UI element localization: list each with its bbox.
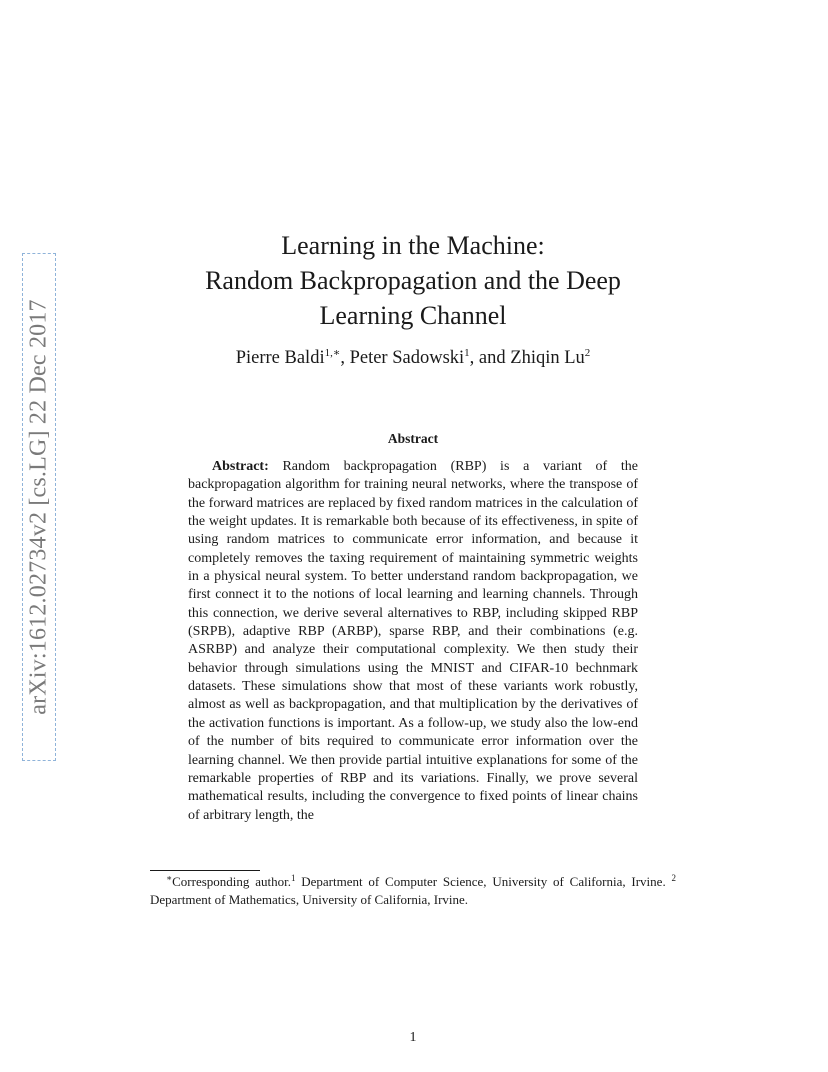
paper-title <box>150 228 676 333</box>
footnote-text: Department of Computer Science, University of California, Irvine. <box>295 874 672 889</box>
affiliation-mark: 1 <box>464 347 470 359</box>
affiliation-mark: 1,∗ <box>324 347 341 359</box>
author-separator: , <box>340 348 350 368</box>
page-number: 1 <box>409 1030 417 1045</box>
affiliation-mark: 2 <box>584 347 591 359</box>
author-name: Zhiqin Lu <box>510 348 585 368</box>
footnote-divider <box>150 870 260 871</box>
abstract-paragraph <box>188 458 638 825</box>
abstract-lead: Abstract: <box>212 459 269 474</box>
title-line-2: Random Backpropagation and the Deep <box>205 266 621 295</box>
author-name: Peter Sadowski <box>349 348 465 368</box>
title-line-3: Learning Channel <box>319 301 507 330</box>
title-line-1: Learning in the Machine: <box>281 231 545 260</box>
footnote-text: Department of Mathematics, University of California, Irvine. <box>150 891 469 907</box>
footnote <box>150 873 676 908</box>
arxiv-identifier[interactable]: arXiv:1612.02734v2 [cs.LG] 22 Dec 2017 <box>25 299 52 715</box>
footnote-mark: ∗ <box>166 873 173 883</box>
author-separator: , and <box>469 348 511 368</box>
author-list <box>150 348 676 369</box>
abstract-heading: Abstract <box>387 431 439 446</box>
footnote-mark: 2 <box>671 873 676 883</box>
abstract-text: Random backpropagation (RBP) is a variant of the backpropagation algorithm for training neural networks, where the transpose of the forward matrices are replaced by fixed random matrices in the calculation of the weight updates. It is remarkable both because of its effectiveness, in spite of using random matrices to communicate error information, and because it completely removes the taxing requirement of maintaining symmetric weights in a physical neural system. To better understand random backpropagation, we first connect it to the notions of local learning and learning channels. Through this connection, we derive several alternatives to RBP, including skipped RBP (SRPB), adaptive RBP (ARBP), sparse RBP, and their combinations (e.g. ASRBP) and analyze their computational complexity. We then study their behavior through simulations using the MNIST and CIFAR-10 bechnmark datasets. These simulations show that most of these variants work robustly, almost as well as backpropagation, and that multiplication by the derivatives of the activation functions is important. As a follow-up, we study also the low-end of the number of bits required to communicate error information over the learning channel. We then provide partial intuitive explanations for some of the remarkable properties of RBP and its variations. Finally, we prove several mathematical results, including the convergence to fixed points of linear chains of arbitrary length, the <box>188 459 639 823</box>
footnote-text: Corresponding author. <box>172 874 291 889</box>
author-name: Pierre Baldi <box>235 348 325 368</box>
footnote-mark: 1 <box>290 873 296 883</box>
